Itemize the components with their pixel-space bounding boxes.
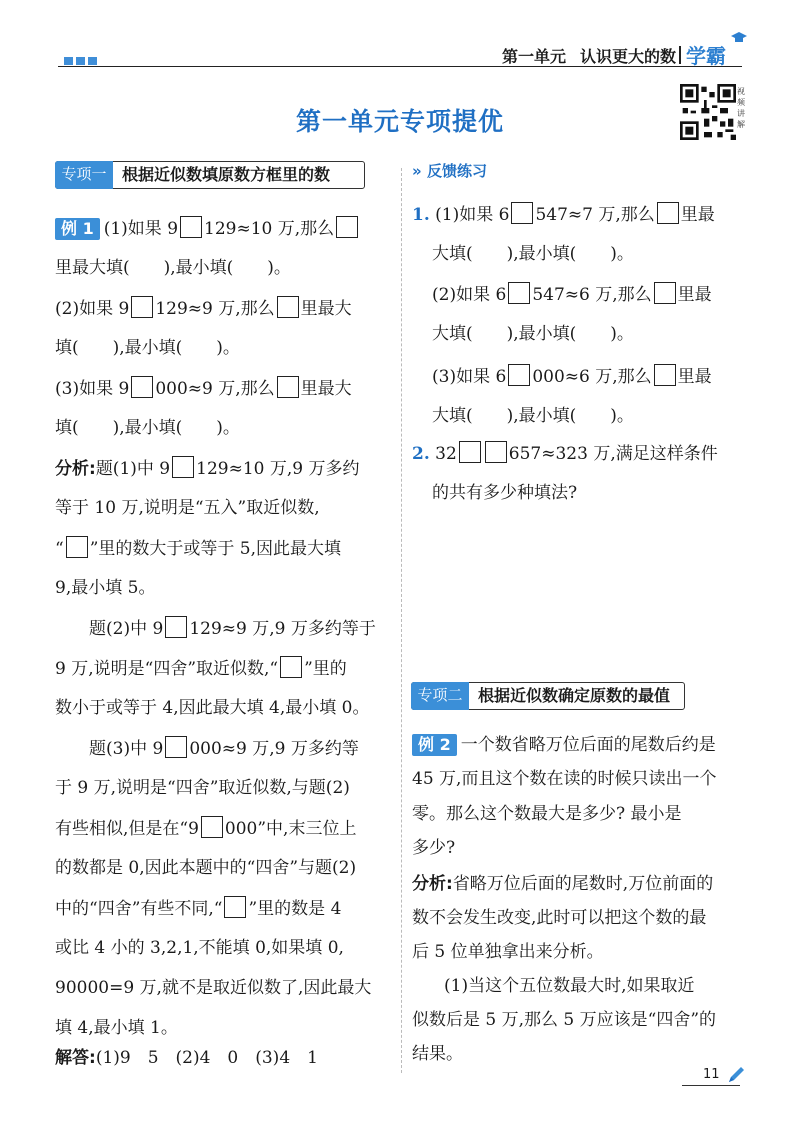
example2-line: 后 5 位单独拿出来分析。 xyxy=(412,942,604,962)
exercise-text: 547≈6 万,那么 xyxy=(532,285,652,305)
analysis-line xyxy=(55,896,341,921)
analysis-line xyxy=(89,736,359,761)
analysis-line: 90000=9 万,就不是取近似数了,因此最大 xyxy=(55,978,372,998)
page-number-rule xyxy=(682,1085,740,1086)
pencil-icon xyxy=(726,1066,746,1084)
analysis-text: “ xyxy=(55,539,64,559)
example2-line: 零。那么这个数最大是多少? 最小是 xyxy=(412,804,682,824)
example2-line xyxy=(412,733,716,757)
answer-box xyxy=(485,441,507,463)
exercise-line xyxy=(432,364,712,389)
exercise-text: 000≈6 万,那么 xyxy=(532,367,652,387)
exercise-text: (2)如果 6 xyxy=(432,285,507,305)
section-tag-label: 专项一 xyxy=(55,161,113,189)
analysis-line: 等于 10 万,说明是“五入”取近似数, xyxy=(55,498,320,518)
analysis-text: 题(3)中 9 xyxy=(89,739,164,759)
example1-line2: 里最大填( ),最小填( )。 xyxy=(55,258,291,278)
example1-line4: 填( ),最小填( )。 xyxy=(55,338,240,358)
example1-text: (2)如果 9 xyxy=(55,299,130,319)
answer-box xyxy=(277,376,299,398)
question-number: 2. xyxy=(412,444,430,464)
example2-text: 一个数省略万位后面的尾数后约是 xyxy=(460,735,716,755)
exercise-line: 大填( ),最小填( )。 xyxy=(432,406,634,426)
feedback-title xyxy=(412,160,487,181)
exercise-text: 32 xyxy=(435,444,457,464)
example1-line5 xyxy=(55,376,352,401)
answer-box xyxy=(224,896,246,918)
answer-box xyxy=(459,441,481,463)
feedback-title-text: 反馈练习 xyxy=(426,162,487,180)
exercise-text: 里最 xyxy=(677,285,712,305)
exercise-line: 的共有多少种填法? xyxy=(432,483,578,503)
example1-label: 例 1 xyxy=(55,218,100,240)
question-number: 1. xyxy=(412,205,430,225)
analysis-text: 9 万,说明是“四舍”取近似数,“ xyxy=(55,659,279,679)
answer-box xyxy=(180,216,202,238)
qr-code-icon[interactable] xyxy=(680,84,736,140)
exercise-line xyxy=(412,202,715,227)
section-tag-title: 根据近似数填原数方框里的数 xyxy=(122,165,331,184)
example1-text: 里最大 xyxy=(300,379,352,399)
header-separator xyxy=(679,46,681,64)
answer-box xyxy=(654,282,676,304)
example2-line: 45 万,而且这个数在读的时候只读出一个 xyxy=(412,769,717,789)
exercise-line xyxy=(412,441,718,466)
exercise-text: 547≈7 万,那么 xyxy=(535,205,655,225)
answer-box xyxy=(654,364,676,386)
exercise-line xyxy=(432,282,712,307)
header-rule xyxy=(58,66,742,67)
analysis-text: 中的“四舍”有些不同,“ xyxy=(55,899,223,919)
example1-line1 xyxy=(55,216,360,241)
example1-text: 000≈9 万,那么 xyxy=(155,379,275,399)
example2-line: 数不会发生改变,此时可以把这个数的最 xyxy=(412,908,707,928)
analysis-text: 题(2)中 9 xyxy=(89,619,164,639)
analysis-text: 129≈9 万,9 万多约等于 xyxy=(189,619,376,639)
example2-line: 似数后是 5 万,那么 5 万应该是“四舍”的 xyxy=(412,1010,717,1030)
answer-box xyxy=(201,816,223,838)
answer-box xyxy=(280,656,302,678)
example2-line xyxy=(412,872,713,896)
analysis-text: 题(1)中 9 xyxy=(95,459,171,479)
analysis-text: 000”中,末三位上 xyxy=(224,819,357,839)
answer-box xyxy=(165,736,187,758)
example1-text: 129≈10 万,那么 xyxy=(204,219,335,239)
analysis-line xyxy=(55,816,356,841)
example1-text: 里最大 xyxy=(300,299,352,319)
page-number: 11 xyxy=(703,1067,720,1082)
analysis-line: 数小于或等于 4,因此最大填 4,最小填 0。 xyxy=(55,698,370,718)
graduation-cap-icon xyxy=(730,31,748,45)
section-tag-label: 专项二 xyxy=(411,682,469,710)
analysis-line: 9,最小填 5。 xyxy=(55,578,156,598)
analysis-label: 分析: xyxy=(412,874,453,894)
example2-line: (1)当这个五位数最大时,如果取近 xyxy=(444,976,695,996)
answer-text: (1)9 5 (2)4 0 (3)4 1 xyxy=(95,1048,318,1068)
analysis-text: 000≈9 万,9 万多约等 xyxy=(189,739,359,759)
example2-label: 例 2 xyxy=(412,734,457,756)
answer-box xyxy=(277,296,299,318)
qr-caption: 视频讲解 xyxy=(737,87,745,129)
header-brand: 学霸 xyxy=(686,44,726,68)
answer-box xyxy=(172,456,194,478)
exercise-text: (3)如果 6 xyxy=(432,367,507,387)
exercise-text: 里最 xyxy=(680,205,715,225)
answer-box xyxy=(508,282,530,304)
answer-box xyxy=(165,616,187,638)
answer-box xyxy=(131,376,153,398)
analysis-line xyxy=(55,456,359,481)
section-tag-title: 根据近似数确定原数的最值 xyxy=(478,686,671,705)
analysis-line: 于 9 万,说明是“四舍”取近似数,与题(2) xyxy=(55,778,350,798)
page-title: 第一单元专项提优 xyxy=(295,107,504,136)
example2-line: 结果。 xyxy=(412,1044,463,1064)
analysis-line: 或比 4 小的 3,2,1,不能填 0,如果填 0, xyxy=(55,938,344,958)
header-unit: 第一单元 xyxy=(502,47,567,66)
example1-text: 129≈9 万,那么 xyxy=(155,299,275,319)
column-divider xyxy=(401,168,402,1073)
analysis-line xyxy=(89,616,376,641)
example1-text: (3)如果 9 xyxy=(55,379,130,399)
section-tag-1 xyxy=(55,161,365,189)
example1-line3 xyxy=(55,296,352,321)
example2-line: 多少? xyxy=(412,838,456,858)
exercise-text: 657≈323 万,满足这样条件 xyxy=(508,444,718,464)
analysis-text: ”里的数大于或等于 5,因此最大填 xyxy=(89,539,342,559)
answer-line xyxy=(55,1046,318,1070)
analysis-line xyxy=(55,536,341,561)
analysis-label: 分析: xyxy=(55,459,96,479)
analysis-line: 填 4,最小填 1。 xyxy=(55,1018,178,1038)
analysis-text: 有些相似,但是在“9 xyxy=(55,819,199,839)
exercise-text: 里最 xyxy=(677,367,712,387)
analysis-text: 129≈10 万,9 万多约 xyxy=(196,459,360,479)
analysis-text: ”里的数是 4 xyxy=(248,899,342,919)
analysis-text: ”里的 xyxy=(304,659,347,679)
exercise-line: 大填( ),最小填( )。 xyxy=(432,324,634,344)
analysis-line xyxy=(55,656,347,681)
double-chevron-icon: » xyxy=(412,162,422,180)
exercise-line: 大填( ),最小填( )。 xyxy=(432,244,634,264)
answer-box xyxy=(508,364,530,386)
example1-text: (1)如果 9 xyxy=(103,219,179,239)
analysis-line: 的数都是 0,因此本题中的“四舍”与题(2) xyxy=(55,858,357,878)
answer-box xyxy=(131,296,153,318)
example2-text: 省略万位后面的尾数时,万位前面的 xyxy=(452,874,714,894)
answer-box xyxy=(66,536,88,558)
header-topic: 认识更大的数 xyxy=(580,47,677,66)
exercise-text: (1)如果 6 xyxy=(435,205,510,225)
answer-box xyxy=(657,202,679,224)
answer-box xyxy=(511,202,533,224)
section-tag-2 xyxy=(411,682,685,710)
answer-box xyxy=(336,216,358,238)
answer-label: 解答: xyxy=(55,1048,96,1068)
example1-line6: 填( ),最小填( )。 xyxy=(55,418,240,438)
